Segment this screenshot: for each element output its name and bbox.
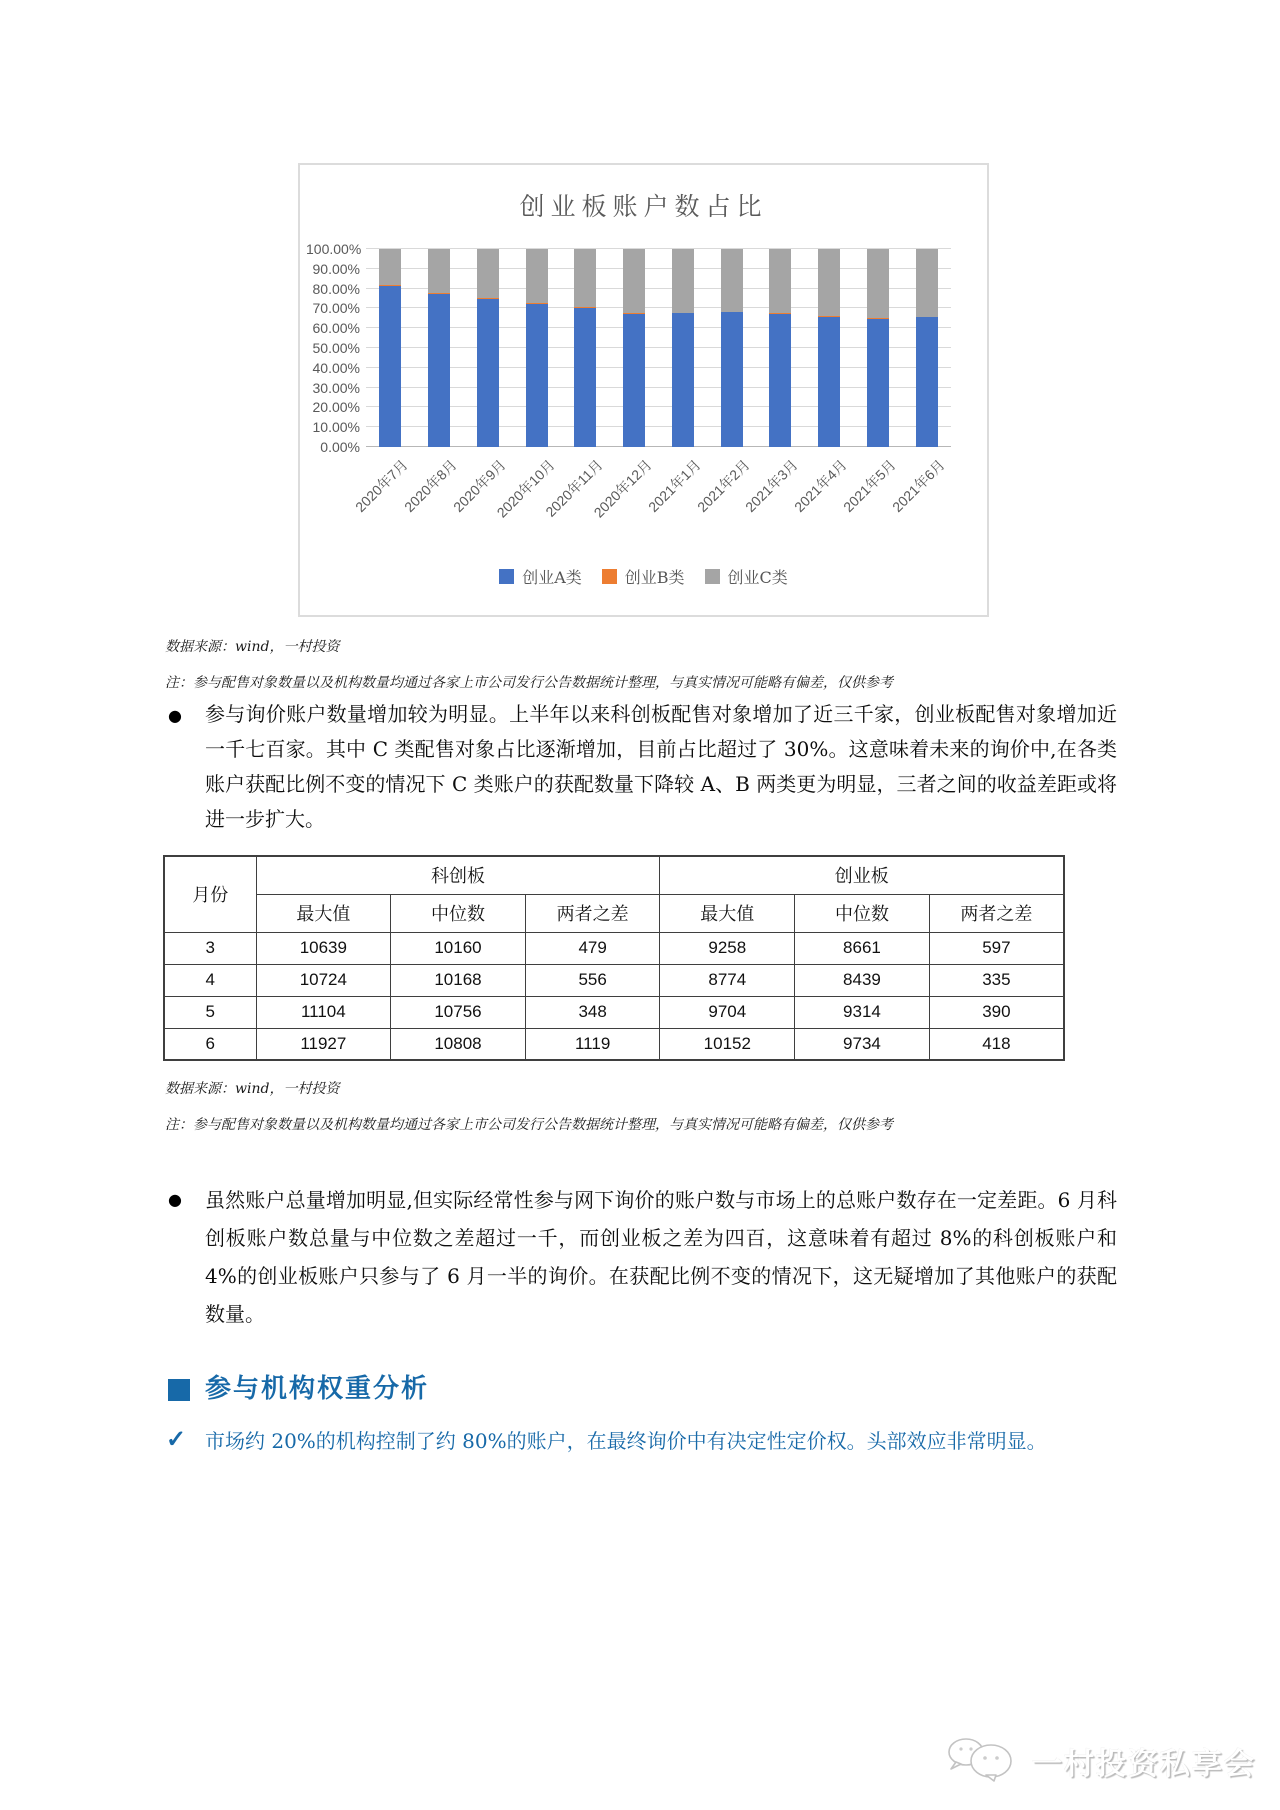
bar-segment (867, 249, 889, 318)
chart-title: 创业板账户数占比 (519, 192, 768, 221)
x-tick-label: 2021年4月 (791, 456, 850, 516)
stats-table (163, 855, 1065, 1061)
table-cell: 10808 (391, 1028, 526, 1060)
bullet-marker: ● (168, 706, 182, 725)
table-cell: 418 (929, 1028, 1064, 1060)
chart (298, 163, 989, 617)
x-tick-label: 2020年7月 (352, 456, 412, 516)
y-tick-label: 10.00% (312, 419, 360, 436)
x-tick-label: 2020年10月 (493, 456, 558, 521)
table-subheader-max-2: 最大值 (660, 894, 795, 932)
check-icon: ✓ (166, 1424, 187, 1453)
y-tick-label: 0.00% (320, 439, 360, 455)
stacked-bar (623, 249, 645, 447)
bar-segment (623, 249, 645, 313)
table-corner-header: 月份 (164, 856, 256, 932)
bar-segment (428, 294, 450, 447)
y-tick-label: 40.00% (312, 359, 360, 376)
gridline (366, 347, 951, 348)
bar-segment (818, 249, 840, 316)
stacked-bar (769, 249, 791, 447)
table-cell: 10724 (256, 964, 391, 996)
x-tick-label: 2021年6月 (888, 456, 948, 516)
bar-segment (818, 317, 840, 447)
bar-segment (574, 249, 596, 307)
stacked-bar (379, 249, 401, 447)
x-tick-label: 2021年5月 (839, 456, 899, 516)
stacked-bar (721, 249, 743, 447)
bar-segment (526, 249, 548, 303)
table-cell: 390 (929, 996, 1064, 1028)
legend-item (499, 565, 582, 588)
chart-method-note: 注：参与配售对象数量以及机构数量均通过各家上市公司发行公告数据统计整理，与真实情况可能略有偏差，仅供参考 (165, 675, 893, 691)
table-subheader-max-1: 最大值 (256, 894, 391, 932)
gridline (366, 248, 951, 249)
bar-segment (526, 304, 548, 447)
x-tick-label: 2020年9月 (449, 456, 509, 516)
table-cell: 10152 (660, 1028, 795, 1060)
table-cell: 8661 (795, 932, 930, 964)
gridline (366, 367, 951, 368)
table-cell: 597 (929, 932, 1064, 964)
table-cell: 1119 (525, 1028, 660, 1060)
table-cell: 9314 (795, 996, 930, 1028)
table-subheader-diff-2: 两者之差 (929, 894, 1064, 932)
y-tick-label: 30.00% (312, 379, 360, 396)
bar-segment (672, 249, 694, 313)
y-tick-label: 50.00% (312, 340, 360, 356)
legend-item (705, 565, 788, 588)
table-row (164, 932, 1064, 964)
chart-source-note: 数据来源：wind，一村投资 (165, 639, 340, 655)
legend-item (602, 565, 685, 588)
chart-legend (300, 565, 987, 588)
y-tick-label: 100.00% (306, 241, 362, 257)
table-cell: 5 (164, 996, 256, 1028)
bullet-marker: ● (168, 1190, 182, 1209)
table-subheader-median-2: 中位数 (795, 894, 930, 932)
wechat-icon (944, 1736, 1022, 1786)
stacked-bar (672, 249, 694, 447)
bar-segment (721, 312, 743, 447)
bar-segment (379, 286, 401, 447)
table-row (164, 964, 1064, 996)
table-cell: 9258 (660, 932, 795, 964)
legend-swatch (602, 569, 617, 584)
legend-label: 创业C类 (727, 568, 788, 587)
table-row (164, 1028, 1064, 1060)
chart-plot (352, 249, 951, 521)
table-method-note: 注：参与配售对象数量以及机构数量均通过各家上市公司发行公告数据统计整理，与真实情况可能略有偏差，仅供参考 (165, 1117, 893, 1133)
stacked-bar (867, 249, 889, 447)
stacked-bar (818, 249, 840, 447)
table-cell: 8774 (660, 964, 795, 996)
gridline (366, 406, 951, 407)
gridline (366, 307, 951, 308)
legend-label: 创业B类 (624, 568, 685, 587)
table-cell: 10168 (391, 964, 526, 996)
table-subheader-median-1: 中位数 (391, 894, 526, 932)
bar-segment (769, 314, 791, 447)
table-cell: 335 (929, 964, 1064, 996)
bar-segment (916, 317, 938, 447)
x-tick-label: 2020年12月 (590, 456, 655, 521)
table-cell: 9704 (660, 996, 795, 1028)
stacked-bar (526, 249, 548, 447)
stacked-bar (574, 249, 596, 447)
table-cell: 8439 (795, 964, 930, 996)
table-cell: 348 (525, 996, 660, 1028)
table-subheader-diff-1: 两者之差 (525, 894, 660, 932)
footer-brand-text: 一村投资私享会 (1032, 1747, 1256, 1782)
check-paragraph: 市场约 20%的机构控制了约 80%的账户，在最终询价中有决定性定价权。头部效应非常明显。 (205, 1429, 1047, 1453)
table-cell: 10639 (256, 932, 391, 964)
table-cell: 10756 (391, 996, 526, 1028)
stacked-bar (916, 249, 938, 447)
stacked-bar (477, 249, 499, 447)
x-tick-label: 2020年8月 (401, 456, 460, 516)
bar-segment (574, 308, 596, 447)
table-source-note: 数据来源：wind，一村投资 (165, 1081, 340, 1097)
table-cell: 10160 (391, 932, 526, 964)
table-group-star: 科创板 (256, 856, 660, 894)
bar-segment (477, 299, 499, 447)
legend-label: 创业A类 (522, 568, 582, 587)
y-tick-label: 80.00% (312, 280, 360, 297)
table-cell: 556 (525, 964, 660, 996)
legend-swatch (705, 569, 720, 584)
bar-segment (379, 249, 401, 285)
y-tick-label: 90.00% (312, 260, 360, 277)
bar-segment (867, 319, 889, 448)
table-cell: 3 (164, 932, 256, 964)
x-tick-label: 2020年11月 (542, 456, 607, 520)
legend-swatch (499, 569, 514, 584)
section-square-icon (168, 1379, 190, 1401)
x-tick-label: 2021年2月 (693, 456, 753, 516)
table-cell: 6 (164, 1028, 256, 1060)
gridline (366, 387, 951, 388)
gridline (366, 327, 951, 328)
bar-segment (477, 249, 499, 298)
y-axis-labels (306, 241, 362, 455)
table-cell: 479 (525, 932, 660, 964)
bullet-paragraph-1: 参与询价账户数量增加较为明显。上半年以来科创板配售对象增加了近三千家，创业板配售对象增加近一千七百家。其中 C 类配售对象占比逐渐增加，目前占比超过了 30%。这意味着未来的询价中,在各类账户获配比例不变的情况下 C 类账户的获配数量下降较 A、B 两类更为明显，三者之间的收益差距或将进一步扩大。 (205, 702, 1117, 831)
y-tick-label: 70.00% (312, 300, 360, 317)
bullet-paragraph-2: 虽然账户总量增加明显,但实际经常性参与网下询价的账户数与市场上的总账户数存在一定差距。6 月科创板账户数总量与中位数之差超过一千，而创业板之差为四百，这意味着有超过 8%的科创板账户和 4%的创业板账户只参与了 6 月一半的询价。在获配比例不变的情况下，这无疑增加了其他账户的获配数量。 (205, 1188, 1117, 1326)
gridline (366, 288, 951, 289)
bar-segment (769, 249, 791, 313)
table-cell: 11104 (256, 996, 391, 1028)
table-cell: 4 (164, 964, 256, 996)
bar-segment (623, 314, 645, 447)
gridline (366, 426, 951, 427)
table-cell: 9734 (795, 1028, 930, 1060)
x-tick-label: 2021年3月 (742, 456, 802, 516)
y-tick-label: 60.00% (312, 320, 360, 337)
y-tick-label: 20.00% (312, 399, 360, 416)
gridline (366, 446, 951, 447)
x-tick-label: 2021年1月 (644, 456, 704, 516)
chart-plot-wrap (306, 241, 968, 521)
stacked-bar (428, 249, 450, 447)
bar-segment (916, 249, 938, 317)
section-title: 参与机构权重分析 (205, 1374, 430, 1404)
bar-segment (721, 249, 743, 312)
gridline (366, 268, 951, 269)
table-group-chinext: 创业板 (660, 856, 1064, 894)
bar-segment (672, 313, 694, 447)
table-cell: 11927 (256, 1028, 391, 1060)
table-row (164, 996, 1064, 1028)
table-body (164, 932, 1064, 1060)
bar-segment (428, 249, 450, 293)
footer-brand-row (944, 1736, 1256, 1786)
